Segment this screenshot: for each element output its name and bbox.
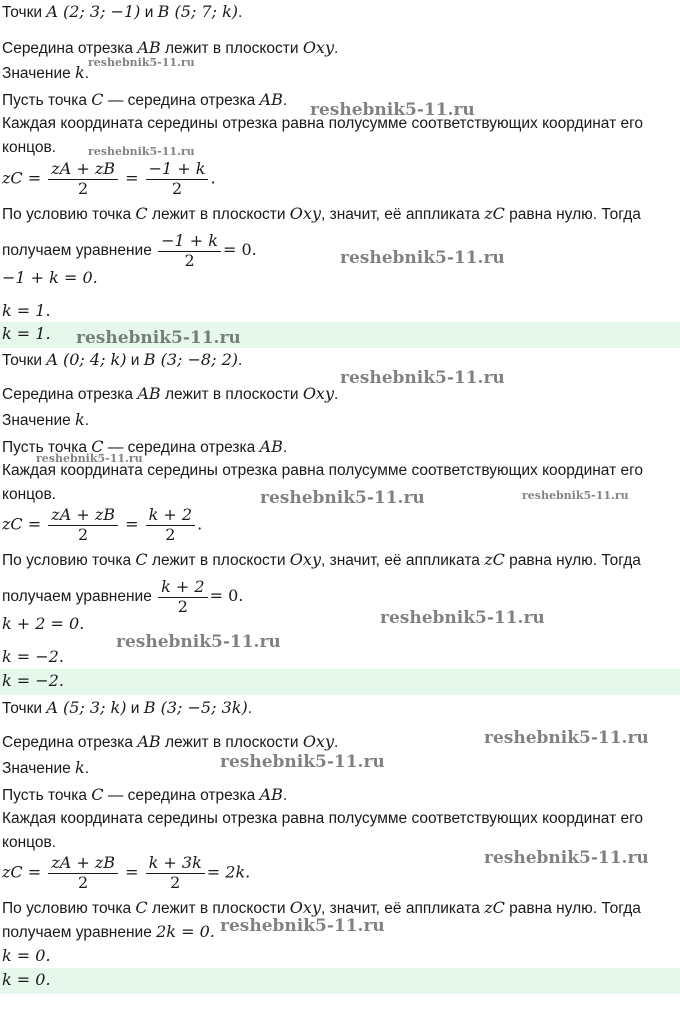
point-c: C	[91, 785, 104, 804]
denominator: 2	[78, 179, 89, 198]
expression: 2k = 0.	[156, 922, 215, 941]
watermark: reshebnik5-11.ru	[380, 608, 545, 628]
plane-oxy: Oxy	[302, 384, 334, 403]
var-k: k	[75, 758, 85, 777]
watermark: reshebnik5-11.ru	[340, 368, 505, 388]
step-line: k + 2 = 0.	[2, 614, 85, 633]
text: .	[238, 352, 243, 369]
step-line: k = 1.	[2, 301, 51, 320]
text: , значит, её аппликата	[320, 552, 485, 569]
fraction	[146, 506, 195, 544]
point-c: C	[135, 204, 148, 223]
numerator: zA + zB	[48, 506, 118, 526]
watermark: reshebnik5-11.ru	[340, 248, 505, 268]
point-b: B (3; −8; 2)	[143, 350, 239, 369]
condition-2-line	[0, 202, 680, 226]
text: Точки	[2, 4, 47, 21]
answer-line: k = 1.	[0, 322, 680, 348]
formula-lhs: zC =	[2, 168, 42, 188]
text: — середина отрезка	[103, 92, 260, 109]
explanation-text: Каждая координата середины отрезка равна полусумме соответствующих координат его концов.	[2, 115, 644, 156]
point-a: A (5; 3; k)	[46, 698, 127, 717]
text: получаем уравнение	[2, 242, 157, 260]
watermark: reshebnik5-11.ru	[522, 489, 629, 502]
fraction	[48, 160, 118, 198]
fraction	[158, 232, 221, 270]
denominator: 2	[170, 873, 181, 892]
numerator: zA + zB	[48, 160, 118, 180]
text: лежит в плоскости	[147, 552, 290, 569]
tail: = 2k.	[206, 862, 251, 882]
condition-2-line	[0, 548, 680, 572]
text: лежит в плоскости	[160, 734, 303, 751]
answer-line: k = −2.	[0, 669, 680, 695]
numerator: −1 + k	[158, 232, 221, 252]
answer-line: k = 0.	[0, 968, 680, 994]
equals: =	[125, 862, 139, 882]
text: .	[84, 412, 90, 429]
text: Пусть точка	[2, 92, 92, 109]
numerator: k + 2	[158, 578, 207, 598]
text: лежит в плоскости	[160, 386, 303, 403]
text: По условию точка	[2, 206, 136, 223]
text: и	[126, 352, 144, 369]
watermark: reshebnik5-11.ru	[484, 728, 649, 748]
explanation-text: Каждая координата середины отрезка равна полусумме соответствующих координат его концов.	[2, 810, 644, 851]
text: — середина отрезка	[103, 439, 260, 456]
points-line	[0, 0, 680, 24]
point-a: A (2; 3; −1)	[46, 2, 141, 21]
step-line: k = 0.	[2, 946, 51, 965]
midpoint-formula	[2, 506, 202, 546]
text: По условию точка	[2, 552, 136, 569]
segment-ab: AB	[259, 90, 283, 109]
text: получаем уравнение	[2, 924, 157, 941]
watermark: reshebnik5-11.ru	[88, 145, 195, 158]
plane-oxy: Oxy	[289, 898, 321, 917]
text: .	[84, 65, 90, 82]
text: лежит в плоскости	[147, 206, 290, 223]
step-line: −1 + k = 0.	[2, 268, 98, 287]
text: и	[140, 4, 158, 21]
fraction	[146, 854, 205, 892]
text: , значит, её аппликата	[320, 206, 485, 223]
point-a: A (0; 4; k)	[46, 350, 127, 369]
watermark: reshebnik5-11.ru	[220, 752, 385, 772]
plane-oxy: Oxy	[302, 732, 334, 751]
tail: .	[210, 168, 216, 188]
text: .	[247, 700, 253, 717]
watermark: reshebnik5-11.ru	[116, 632, 281, 652]
denominator: 2	[171, 179, 183, 198]
point-c: C	[135, 550, 148, 569]
numerator: zA + zB	[48, 854, 118, 874]
midpoint-formula	[2, 854, 250, 894]
text: .	[282, 787, 288, 804]
denominator: 2	[184, 251, 195, 270]
fraction	[48, 506, 118, 544]
var-zc: zC	[484, 204, 505, 223]
text: .	[238, 4, 243, 21]
segment-ab: AB	[137, 384, 161, 403]
text: .	[282, 439, 288, 456]
formula-lhs: zC =	[2, 514, 42, 534]
denominator: 2	[78, 873, 89, 892]
explanation-text: Каждая координата середины отрезка равна полусумме соответствующих координат его концов.	[2, 462, 644, 503]
midpoint-formula	[2, 160, 216, 200]
plane-oxy: Oxy	[289, 550, 321, 569]
watermark: reshebnik5-11.ru	[220, 916, 385, 936]
denominator: 2	[177, 597, 188, 616]
segment-ab: AB	[259, 437, 283, 456]
fraction	[146, 160, 209, 198]
let-line	[0, 783, 680, 807]
text: лежит в плоскости	[160, 40, 303, 57]
text: Значение	[2, 412, 76, 429]
var-k: k	[75, 63, 85, 82]
text: Пусть точка	[2, 787, 92, 804]
watermark: reshebnik5-11.ru	[484, 848, 649, 868]
var-zc: zC	[484, 898, 505, 917]
watermark: reshebnik5-11.ru	[36, 452, 143, 465]
text: .	[334, 40, 339, 57]
text: Пусть точка	[2, 439, 92, 456]
point-c: C	[91, 437, 104, 456]
text: .	[84, 760, 90, 777]
text: .	[334, 386, 339, 403]
segment-ab: AB	[137, 38, 161, 57]
text: получаем уравнение	[2, 588, 157, 606]
text: и	[126, 700, 144, 717]
watermark: reshebnik5-11.ru	[88, 56, 195, 69]
points-line	[0, 696, 680, 720]
equals: =	[125, 168, 139, 188]
step-line: k = −2.	[2, 647, 64, 666]
rhs: = 0.	[209, 586, 244, 606]
text: Середина отрезка	[2, 734, 138, 751]
text: Значение	[2, 65, 76, 82]
text: равна нулю. Тогда	[504, 206, 641, 223]
plane-oxy: Oxy	[289, 204, 321, 223]
fraction	[158, 578, 207, 616]
text: равна нулю. Тогда	[504, 552, 641, 569]
var-zc: zC	[484, 550, 505, 569]
text: лежит в плоскости	[147, 900, 290, 917]
point-b: B (5; 7; k)	[157, 2, 239, 21]
numerator: k + 3k	[146, 854, 205, 874]
text: .	[334, 734, 339, 751]
watermark: reshebnik5-11.ru	[76, 328, 241, 348]
text: Середина отрезка	[2, 386, 138, 403]
equals: =	[125, 514, 139, 534]
numerator: k + 2	[146, 506, 195, 526]
denominator: 2	[78, 525, 89, 544]
text: равна нулю. Тогда	[504, 900, 641, 917]
text: , значит, её аппликата	[320, 900, 485, 917]
watermark: reshebnik5-11.ru	[260, 488, 425, 508]
text: .	[282, 92, 288, 109]
numerator: −1 + k	[146, 160, 209, 180]
text: Точки	[2, 700, 47, 717]
rhs: = 0.	[222, 240, 257, 260]
fraction	[48, 854, 118, 892]
point-c: C	[91, 90, 104, 109]
segment-ab: AB	[259, 785, 283, 804]
segment-ab: AB	[137, 732, 161, 751]
text: Значение	[2, 760, 76, 777]
value-line	[0, 408, 680, 432]
text: — середина отрезка	[103, 787, 260, 804]
text: По условию точка	[2, 900, 136, 917]
text: Точки	[2, 352, 47, 369]
plane-oxy: Oxy	[302, 38, 334, 57]
tail: .	[197, 514, 203, 534]
formula-lhs: zC =	[2, 862, 42, 882]
denominator: 2	[165, 525, 176, 544]
point-b: B (3; −5; 3k)	[143, 698, 248, 717]
text: Середина отрезка	[2, 40, 138, 57]
point-c: C	[135, 898, 148, 917]
var-k: k	[75, 410, 85, 429]
watermark: reshebnik5-11.ru	[310, 100, 475, 120]
